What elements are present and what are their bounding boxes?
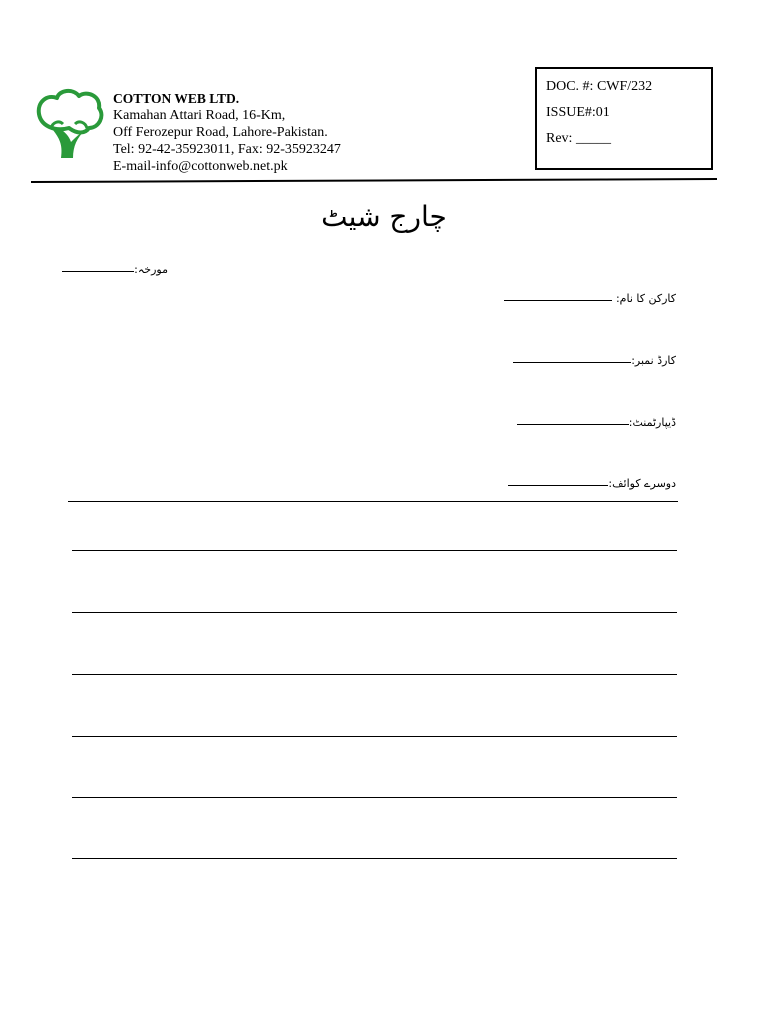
doc-number: DOC. #: CWF/232 — [546, 79, 653, 94]
revision: Rev: _____ — [546, 131, 611, 146]
section-divider — [68, 501, 678, 502]
department-blank[interactable] — [517, 423, 629, 425]
writing-line[interactable] — [72, 797, 677, 798]
company-name: COTTON WEB LTD. — [113, 91, 240, 106]
date-blank[interactable] — [62, 270, 134, 272]
card-number-label: کارڈ نمبر: — [631, 354, 676, 367]
department-field[interactable] — [517, 416, 676, 429]
other-details-blank[interactable] — [508, 484, 608, 486]
header-divider — [31, 178, 717, 183]
department-label: ڈیپارٹمنٹ: — [628, 416, 676, 429]
issue-number: ISSUE#:01 — [546, 105, 610, 120]
writing-line[interactable] — [72, 674, 677, 675]
address-line-1: Kamahan Attari Road, 16-Km, — [113, 108, 286, 123]
employee-name-field[interactable] — [504, 292, 676, 305]
email: E-mail-info@cottonweb.net.pk — [113, 159, 288, 174]
date-label: مورخہ: — [134, 263, 168, 276]
document-info-box — [535, 67, 713, 170]
phone-fax: Tel: 92-42-35923011, Fax: 92-35923247 — [113, 142, 341, 157]
employee-name-label: کارکن کا نام: — [615, 292, 676, 305]
company-info — [113, 90, 341, 175]
cotton-logo-icon — [33, 88, 105, 164]
writing-line[interactable] — [72, 550, 677, 551]
address-line-2: Off Ferozepur Road, Lahore-Pakistan. — [113, 125, 328, 140]
employee-name-blank[interactable] — [504, 299, 612, 301]
writing-line[interactable] — [72, 858, 677, 859]
card-number-field[interactable] — [513, 354, 676, 367]
other-details-field[interactable] — [508, 477, 676, 490]
writing-line[interactable] — [72, 612, 677, 613]
date-field[interactable] — [62, 263, 168, 276]
writing-line[interactable] — [72, 736, 677, 737]
card-number-blank[interactable] — [513, 361, 631, 363]
page-title: چارج شیٹ — [321, 200, 447, 233]
other-details-label: دوسرے کوائف: — [608, 477, 676, 490]
